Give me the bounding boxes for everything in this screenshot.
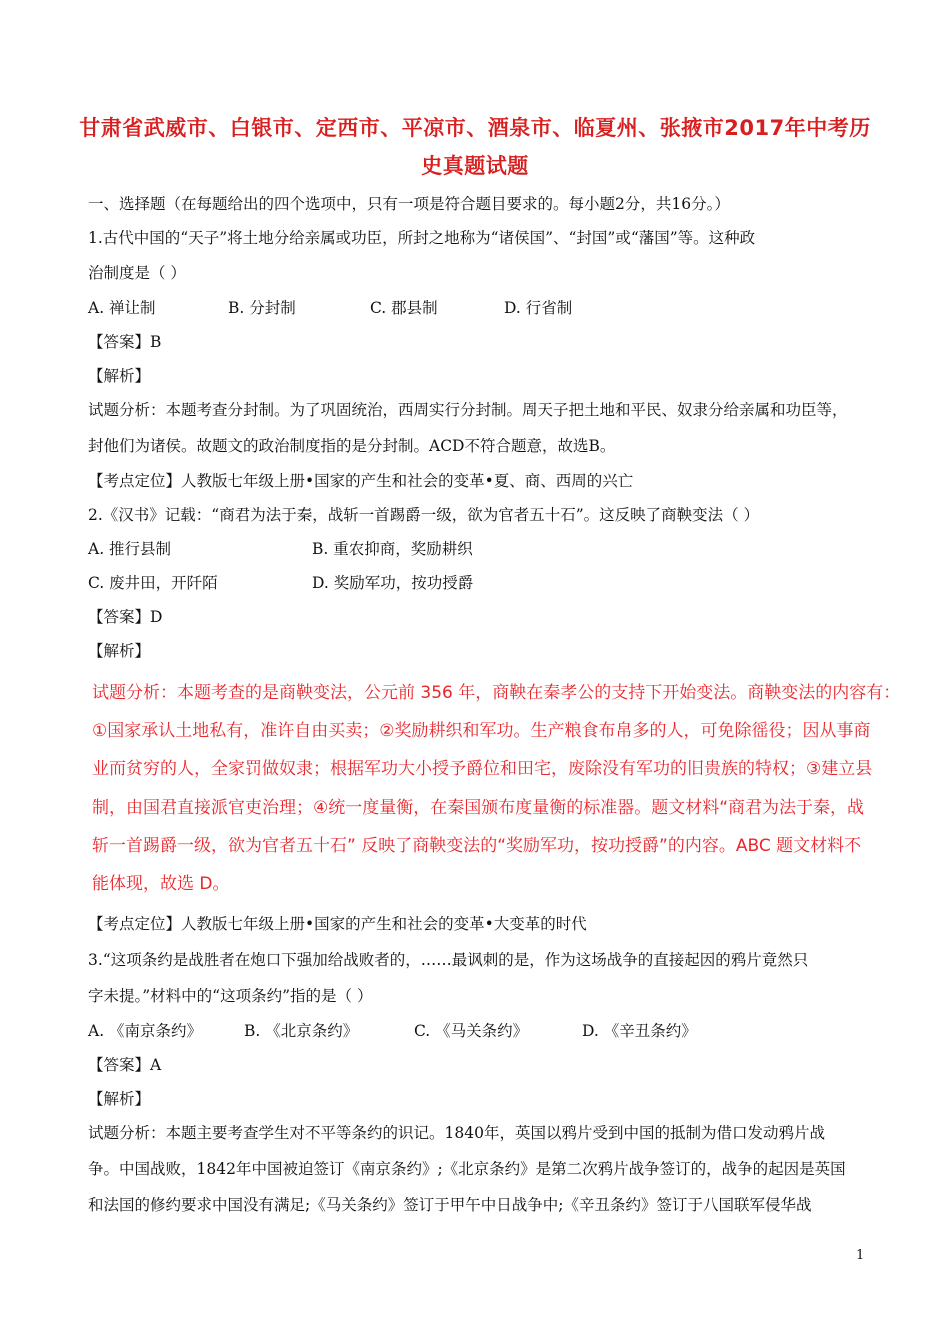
q1-analysis-line-2: 封他们为诸侯。故题文的政治制度指的是分封制。ACD不符合题意，故选B。: [88, 437, 616, 455]
q3-stem-line-1: 3.“这项条约是战胜者在炮口下强加给战败者的，……最讽刺的是，作为这场战争的直接起因的鸦片竟然只: [88, 951, 809, 969]
q1-options: [88, 296, 572, 318]
q3-option-a: A. 《南京条约》: [88, 1022, 203, 1040]
q1-option-d: D. 行省制: [504, 299, 573, 317]
q3-option-d: D. 《辛丑条约》: [582, 1022, 697, 1040]
document-title-line-2: 史真题试题: [421, 154, 529, 178]
q2-kaodian: 【考点定位】人教版七年级上册•国家的产生和社会的变革•大变革的时代: [88, 915, 587, 933]
q2-option-d: D. 奖励军功，按功授爵: [312, 574, 474, 592]
q1-analysis-line-1: 试题分析：本题考查分封制。为了巩固统治，西周实行分封制。周天子把土地和平民、奴隶分给亲属和功臣等，: [88, 401, 848, 419]
q3-analysis-line-1: 试题分析：本题主要考查学生对不平等条约的识记。1840年，英国以鸦片受到中国的抵制为借口发动鸦片战: [88, 1124, 825, 1142]
q2-analysis-line-2: ①国家承认土地私有，准许自由买卖；②奖励耕织和军功。生产粮食布帛多的人，可免除徭役；因从事商: [92, 721, 871, 741]
q2-stem: 2.《汉书》记载：“商君为法于秦，战斩一首踢爵一级，欲为官者五十石”。这反映了商鞅变法（ ）: [88, 506, 760, 524]
q2-analysis-line-1: 试题分析：本题考查的是商鞅变法，公元前 356 年，商鞅在秦孝公的支持下开始变法。商鞅变法的内容有：: [92, 683, 901, 703]
q1-answer: 【答案】B: [88, 333, 162, 351]
document-title-line-1: 甘肃省武威市、白银市、定西市、平凉市、酒泉市、临夏州、张掖市2017年中考历: [79, 116, 871, 140]
q2-analysis-line-3: 业而贫穷的人，全家罚做奴隶；根据军功大小授予爵位和田宅，废除没有军功的旧贵族的特权；③建立县: [92, 759, 873, 779]
q1-option-a: A. 禅让制: [88, 299, 156, 317]
q2-answer: 【答案】D: [88, 608, 163, 626]
q1-kaodian: 【考点定位】人教版七年级上册•国家的产生和社会的变革•夏、商、西周的兴亡: [88, 472, 634, 490]
q2-option-c: C. 废井田，开阡陌: [88, 574, 218, 592]
q3-analysis-label: 【解析】: [88, 1090, 151, 1108]
q1-stem-line-2: 治制度是（ ）: [88, 264, 186, 282]
q2-option-a: A. 推行县制: [88, 540, 172, 558]
q3-option-c: C. 《马关条约》: [414, 1022, 529, 1040]
page-number: 1: [856, 1248, 865, 1263]
q1-option-c: C. 郡县制: [370, 299, 438, 317]
q3-answer: 【答案】A: [88, 1056, 162, 1074]
q2-analysis-label: 【解析】: [88, 642, 151, 660]
q3-analysis-line-3: 和法国的修约要求中国没有满足;《马关条约》签订于甲午中日战争中;《辛丑条约》签订于八国联军侵华战: [88, 1196, 812, 1214]
q2-option-b: B. 重农抑商，奖励耕织: [312, 540, 473, 558]
q1-stem-line-1: 1.古代中国的“天子”将土地分给亲属或功臣，所封之地称为“诸侯国”、“封国”或“藩国”等。这种政: [88, 229, 756, 247]
section-heading: 一、选择题（在每题给出的四个选项中，只有一项是符合题目要求的。每小题2分，共16分。）: [88, 195, 730, 213]
q3-analysis-line-2: 争。中国战败，1842年中国被迫签订《南京条约》;《北京条约》是第二次鸦片战争签订的，战争的起因是英国: [88, 1160, 846, 1178]
q2-options-row-2: [88, 571, 473, 593]
q2-analysis-line-5: 斩一首踢爵一级，欲为官者五十石” 反映了商鞅变法的“奖励军功，按功授爵”的内容。ABC 题文材料不: [92, 836, 862, 856]
q3-options: [88, 1019, 697, 1041]
q2-analysis-line-6: 能体现，故选 D。: [92, 874, 230, 894]
q1-option-b: B. 分封制: [228, 299, 296, 317]
q2-analysis-line-4: 制，由国君直接派官吏治理；④统一度量衡，在秦国颁布度量衡的标准器。题文材料“商君为法于秦，战: [92, 798, 865, 818]
q3-stem-line-2: 字未提。”材料中的“这项条约”指的是（ ）: [88, 987, 373, 1005]
q2-options-row-1: [88, 537, 473, 559]
q3-option-b: B. 《北京条约》: [244, 1022, 359, 1040]
q1-analysis-label: 【解析】: [88, 367, 151, 385]
